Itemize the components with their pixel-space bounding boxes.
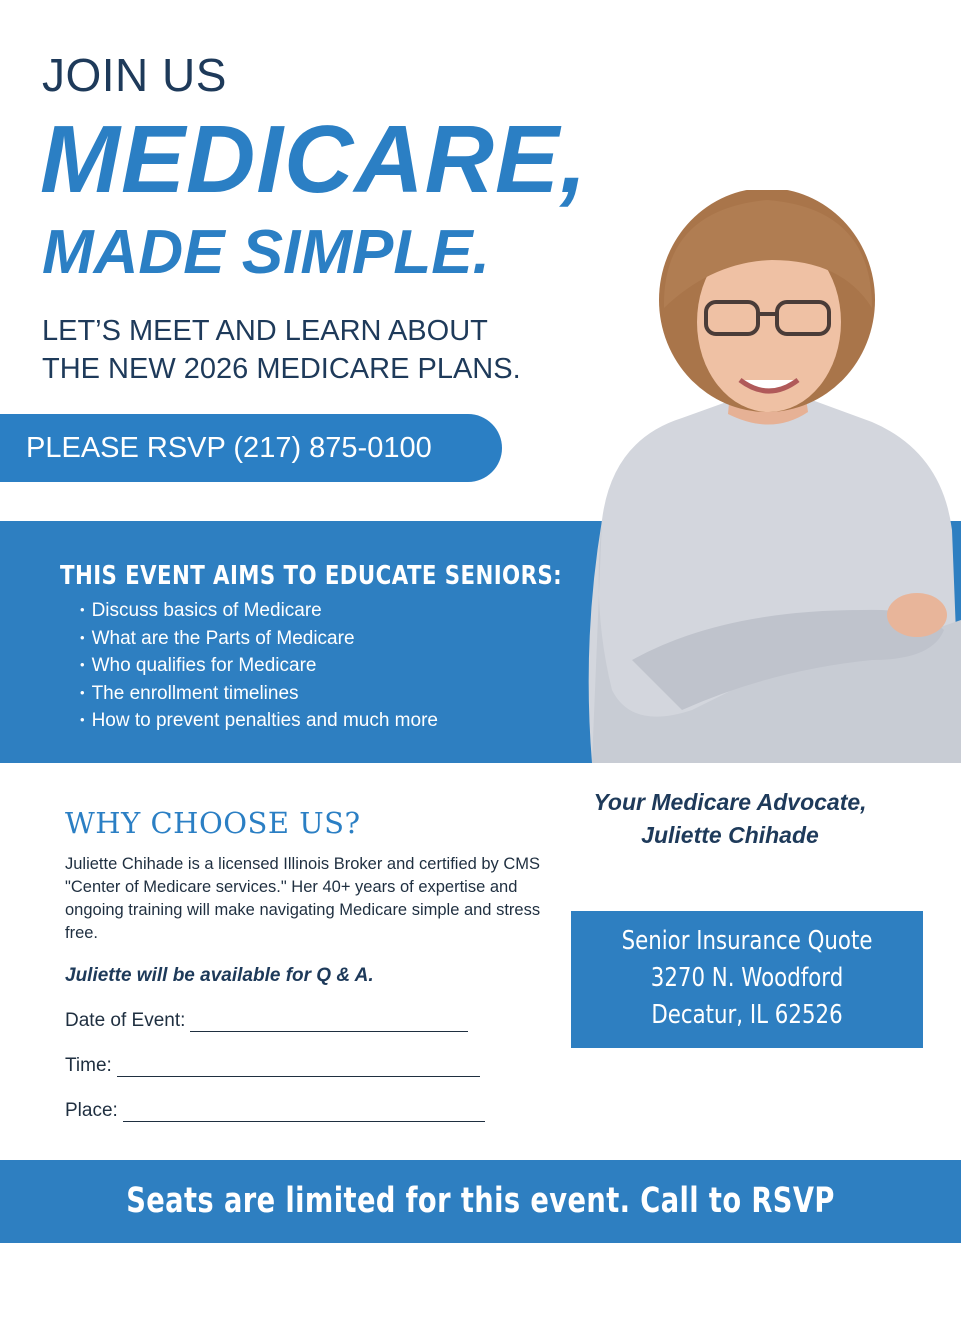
aims-heading: THIS EVENT AIMS TO EDUCATE SENIORS: — [60, 561, 563, 591]
why-choose-heading: WHY CHOOSE US? — [65, 806, 361, 840]
address-line-2: 3270 N. Woodford — [650, 963, 844, 993]
footer-text: Seats are limited for this event. Call to RSVP (217) 875-0100. — [126, 1181, 835, 1304]
list-item: • The enrollment timelines — [80, 680, 438, 708]
time-blank — [117, 1056, 480, 1077]
list-item: • Who qualifies for Medicare — [80, 652, 438, 680]
join-us-heading: JOIN US — [42, 49, 227, 101]
place-label: Place: — [65, 1100, 118, 1121]
address-line-1: Senior Insurance Quote — [621, 926, 873, 956]
time-label: Time: — [65, 1055, 112, 1076]
date-blank — [190, 1011, 468, 1032]
bio-paragraph: Juliette Chihade is a licensed Illinois Broker and certified by CMS "Center of Medicare services." Her 40+ years of expertise and ongoing training will make navigating Medicare simple and stress free. — [65, 855, 541, 942]
qa-note: Juliette will be available for Q & A. — [65, 965, 374, 986]
medicare-title: MEDICARE, — [40, 106, 588, 213]
advocate-name: Juliette Chihade — [641, 822, 819, 848]
address-line-3: Decatur, IL 62526 — [651, 1000, 843, 1030]
address-box — [571, 911, 923, 1048]
date-field — [65, 1010, 468, 1032]
made-simple-title: MADE SIMPLE. — [42, 218, 490, 287]
footer-banner — [0, 1160, 961, 1304]
list-item: • What are the Parts of Medicare — [80, 625, 438, 653]
list-item: • How to prevent penalties and much more — [80, 707, 438, 735]
advocate-photo — [572, 190, 961, 763]
place-blank — [123, 1101, 485, 1122]
learn-line-1: LET’S MEET AND LEARN ABOUT — [42, 315, 488, 347]
time-field — [65, 1055, 480, 1077]
list-item: • Discuss basics of Medicare — [80, 597, 438, 625]
learn-line-2: THE NEW 2026 MEDICARE PLANS. — [42, 353, 521, 385]
place-field — [65, 1100, 485, 1122]
learn-subtitle — [42, 312, 521, 388]
rsvp-banner: PLEASE RSVP (217) 875-0100 — [0, 414, 502, 482]
aims-list — [80, 597, 438, 735]
advocate-line-1: Your Medicare Advocate, — [593, 789, 867, 815]
advocate-caption — [540, 786, 920, 852]
date-label: Date of Event: — [65, 1010, 186, 1031]
